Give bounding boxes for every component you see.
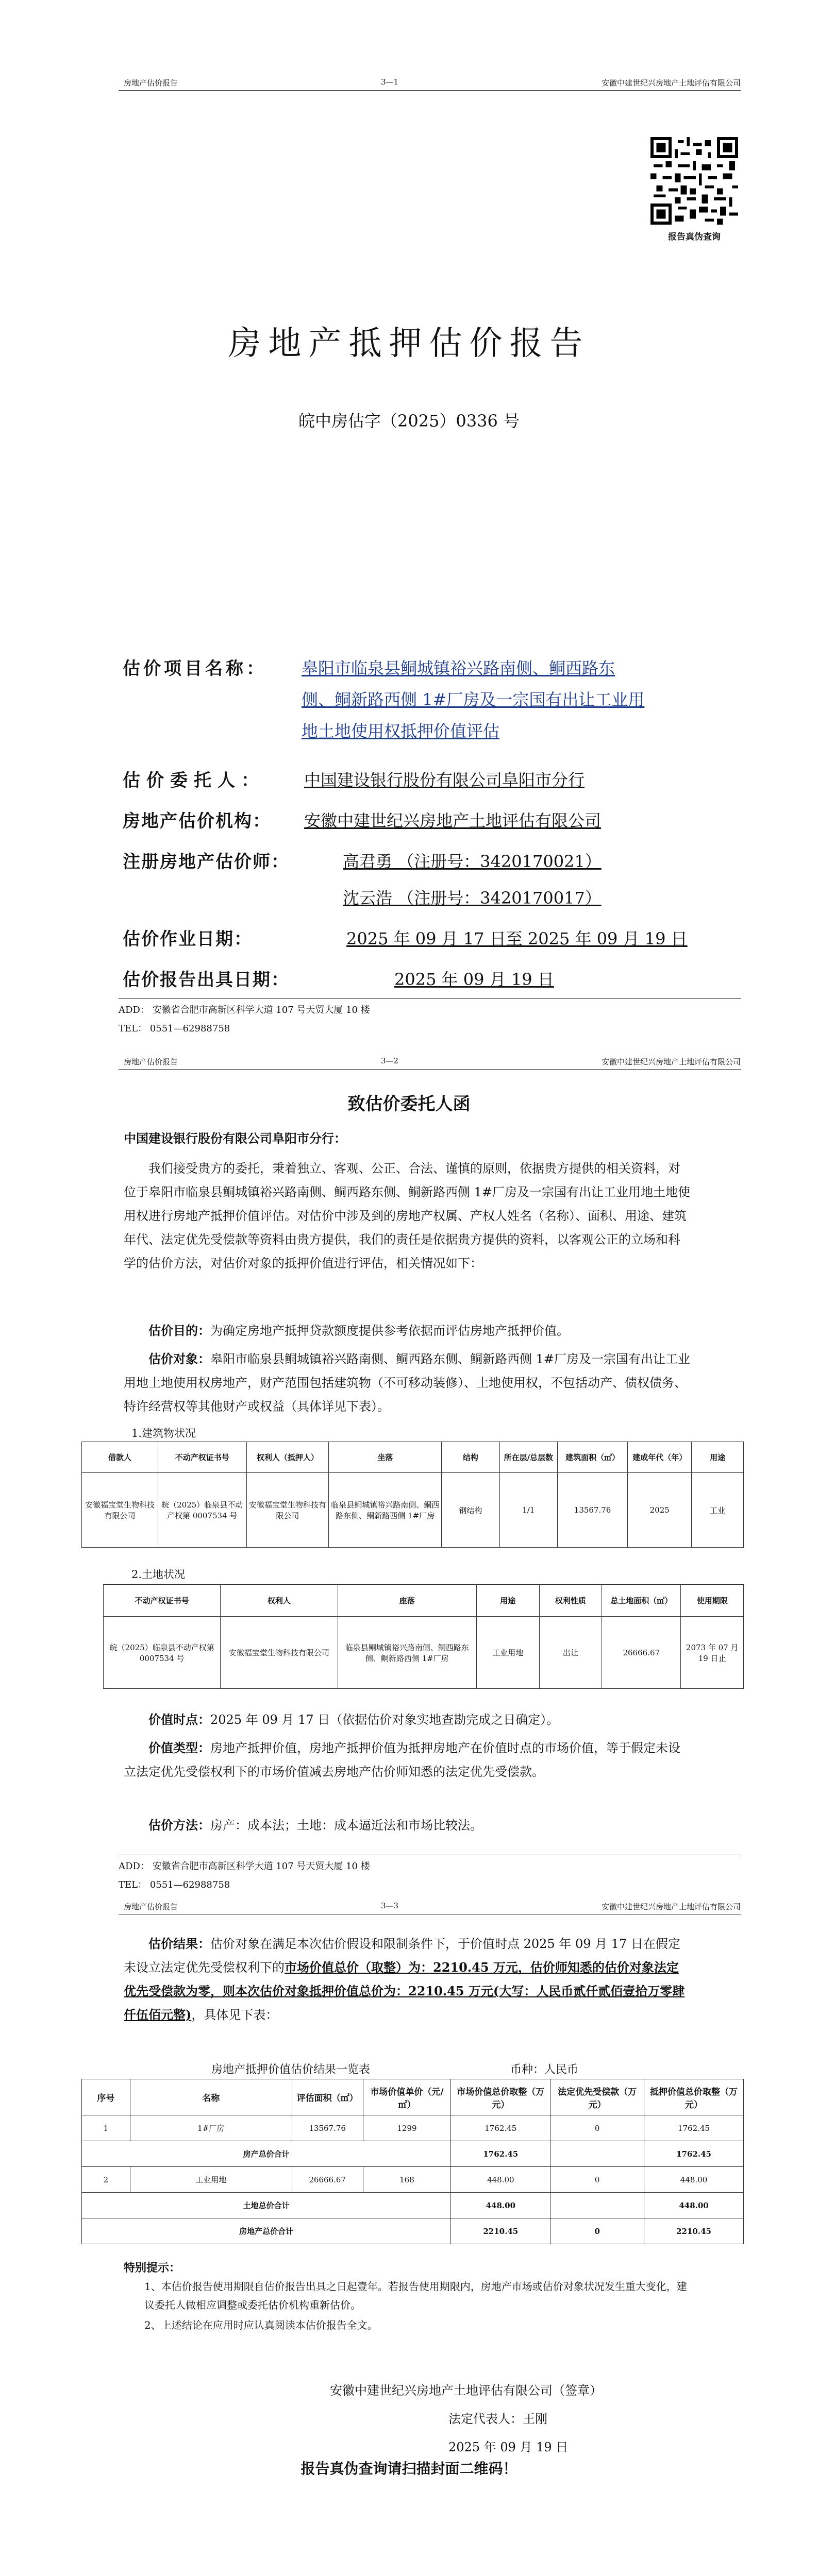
header-right: 安徽中建世纪兴房地产土地评估有限公司 bbox=[601, 78, 741, 88]
footer-address: ADD： 安徽省合肥市高新区科学大道 107 号天贸大厦 10 楼 bbox=[119, 1005, 370, 1015]
col-structure: 结构 bbox=[442, 1442, 499, 1473]
object-text: 皋阳市临泉县鲖城镇裕兴路南侧、鲖西路东侧、鲖新路西侧 1#厂房及一宗国有出让工业用地土地使用权房地产，财产范围包括建筑物（不可移动装修）、土地使用权，不包括动产、债权债务、特许经营权等其他财产或权益（具体详见下表）。 bbox=[124, 1352, 691, 1414]
issue-date-value: 2025 年 09 月 19 日 bbox=[394, 970, 554, 989]
agency-label: 房地产估价机构： bbox=[123, 811, 271, 832]
cell-market-total: 448.00 bbox=[451, 2167, 550, 2193]
building-table-caption: 1.建筑物状况 bbox=[131, 1427, 196, 1439]
col-mortgage-total: 抵押价值总价取整（万元） bbox=[644, 2079, 744, 2115]
col-right-type: 权利性质 bbox=[539, 1585, 602, 1617]
addressee: 中国建设银行股份有限公司阜阳市分行： bbox=[124, 1131, 346, 1146]
value-type-text: 房地产抵押价值，房地产抵押价值为抵押房地产在价值时点的市场价值，等于假定未设立法定优先受偿权利下的市场价值减去房地产估价师知悉的法定优先受偿款。 bbox=[124, 1741, 680, 1779]
appraiser-label: 注册房地产估价师： bbox=[123, 852, 290, 872]
cell-market-total: 448.00 bbox=[451, 2193, 550, 2218]
cell-subtotal-label: 土地总价合计 bbox=[82, 2193, 451, 2218]
col-borrower: 借款人 bbox=[82, 1442, 158, 1473]
cell-unit-price: 1299 bbox=[363, 2115, 451, 2141]
col-priority: 法定优先受偿款（万元） bbox=[550, 2079, 644, 2115]
page-3 bbox=[0, 1896, 818, 2576]
footer-rule bbox=[119, 998, 741, 999]
purpose-text: 为确定房地产抵押贷款额度提供参考依据而评估房地产抵押价值。 bbox=[210, 1324, 569, 1338]
result-table-unit: 币种：人民币 bbox=[510, 2063, 579, 2076]
cell-mortgage-total: 2210.45 bbox=[644, 2218, 744, 2244]
letter-title: 致估价委托人函 bbox=[347, 1094, 471, 1114]
cell-floor-area: 13567.76 bbox=[558, 1473, 628, 1548]
cell-term: 2073 年 07 月 19 日止 bbox=[681, 1617, 744, 1689]
cell-mortgage-total: 1762.45 bbox=[644, 2115, 744, 2141]
col-usage: 用途 bbox=[692, 1442, 744, 1473]
building-table bbox=[81, 1442, 744, 1548]
method-label: 估价方法： bbox=[148, 1818, 210, 1833]
header-left: 房地产估价报告 bbox=[124, 1057, 178, 1066]
result-paragraph bbox=[124, 1932, 691, 2027]
footer-tel: TEL： 0551—62988758 bbox=[119, 1023, 230, 1034]
header-right: 安徽中建世纪兴房地产土地评估有限公司 bbox=[601, 1902, 741, 1911]
value-type-paragraph bbox=[124, 1736, 691, 1784]
object-paragraph bbox=[124, 1347, 691, 1418]
col-location: 座落 bbox=[338, 1585, 477, 1617]
header-page-number: 3—3 bbox=[380, 1901, 399, 1910]
cell-name: 1#厂房 bbox=[130, 2115, 292, 2141]
table-row bbox=[82, 2193, 744, 2218]
work-date-label: 估价作业日期： bbox=[123, 929, 253, 950]
signature-representative: 法定代表人：王刚 bbox=[448, 2412, 547, 2426]
cell-year: 2025 bbox=[628, 1473, 692, 1548]
land-table bbox=[103, 1584, 744, 1689]
col-unit-price: 市场价值单价（元/㎡） bbox=[363, 2079, 451, 2115]
cell-priority: 0 bbox=[550, 2218, 644, 2244]
result-text-c: 则本次估价对象抵押价值总价为：2210.45 万元(大写：人民币贰仟贰佰壹拾万零肆仟伍佰元整) bbox=[124, 1984, 685, 2022]
cell-cert-no: 皖（2025）临泉县不动产权第 0007534 号 bbox=[158, 1473, 246, 1548]
cell-priority: 0 bbox=[550, 2167, 644, 2193]
qr-code-icon[interactable] bbox=[650, 137, 738, 225]
cell-mortgagor: 安徽福宝堂生物科技有限公司 bbox=[246, 1473, 329, 1548]
cell-mortgage-total: 448.00 bbox=[644, 2167, 744, 2193]
cell-subtotal-label: 房产总价合计 bbox=[82, 2141, 451, 2167]
cell-owner: 安徽福宝堂生物科技有限公司 bbox=[221, 1617, 338, 1689]
cell-right-type: 出让 bbox=[539, 1617, 602, 1689]
table-row bbox=[82, 2141, 744, 2167]
value-date-label: 价值时点： bbox=[148, 1712, 210, 1727]
cell-no: 2 bbox=[82, 2167, 130, 2193]
note-2: 2、上述结论在应用时应认真阅读本估价报告全文。 bbox=[144, 2319, 378, 2331]
col-cert-no: 不动产权证书号 bbox=[158, 1442, 246, 1473]
header-left: 房地产估价报告 bbox=[124, 78, 178, 88]
signature-date: 2025 年 09 月 19 日 bbox=[448, 2440, 569, 2454]
col-no: 序号 bbox=[82, 2079, 130, 2115]
cell-usage: 工业 bbox=[692, 1473, 744, 1548]
signature-company: 安徽中建世纪兴房地产土地评估有限公司（签章） bbox=[330, 2383, 602, 2398]
project-name-line-1: 皋阳市临泉县鲖城镇裕兴路南侧、鲖西路东 bbox=[302, 658, 615, 678]
cell-no: 1 bbox=[82, 2115, 130, 2141]
cell-unit-price: 168 bbox=[363, 2167, 451, 2193]
col-term: 使用期限 bbox=[681, 1585, 744, 1617]
purpose-label: 估价目的： bbox=[148, 1323, 210, 1338]
result-table-title: 房地产抵押价值估价结果一览表 bbox=[211, 2063, 371, 2076]
footer-tel: TEL： 0551—62988758 bbox=[119, 1879, 230, 1890]
col-owner: 权利人 bbox=[221, 1585, 338, 1617]
cell-market-total: 1762.45 bbox=[451, 2141, 550, 2167]
cell-area: 13567.76 bbox=[292, 2115, 363, 2141]
col-market-total: 市场价值总价取整（万元） bbox=[451, 2079, 550, 2115]
cell-location: 临泉县鲖城镇裕兴路南侧、鲖西路东侧、鲖新路西侧 1#厂房 bbox=[338, 1617, 477, 1689]
work-date-value: 2025 年 09 月 17 日至 2025 年 09 月 19 日 bbox=[346, 929, 688, 948]
col-area: 评估面积（㎡） bbox=[292, 2079, 363, 2115]
result-text-b: 市场价值总价（取整）为：2210.45 万元，估价师知悉的估价对象法定优先受偿款为零， bbox=[124, 1960, 679, 1998]
page-header bbox=[124, 1901, 741, 1912]
object-label: 估价对象： bbox=[148, 1351, 210, 1366]
table-row bbox=[82, 2115, 744, 2141]
issue-date-label: 估价报告出具日期： bbox=[123, 970, 290, 990]
value-type-label: 价值类型： bbox=[148, 1740, 210, 1755]
header-rule bbox=[119, 90, 741, 91]
land-table-caption: 2.土地状况 bbox=[131, 1568, 186, 1581]
agency-value: 安徽中建世纪兴房地产土地评估有限公司 bbox=[304, 811, 602, 831]
table-row bbox=[82, 1473, 744, 1548]
col-land-area: 总土地面积（㎡） bbox=[602, 1585, 681, 1617]
header-page-number: 3—1 bbox=[380, 77, 399, 87]
appraiser-2: 沈云浩 （注册号：3420170017） bbox=[343, 888, 602, 908]
col-mortgagor: 权利人（抵押人） bbox=[246, 1442, 329, 1473]
cell-mortgage-total: 448.00 bbox=[644, 2193, 744, 2218]
cell-cert-no: 皖（2025）临泉县不动产权第 0007534 号 bbox=[104, 1617, 221, 1689]
col-floor-area: 建筑面积（㎡） bbox=[558, 1442, 628, 1473]
col-name: 名称 bbox=[130, 2079, 292, 2115]
cell-structure: 钢结构 bbox=[442, 1473, 499, 1548]
page-1 bbox=[0, 0, 818, 1051]
cell-market-total: 2210.45 bbox=[451, 2218, 550, 2244]
col-usage: 用途 bbox=[477, 1585, 540, 1617]
col-cert-no: 不动产权证书号 bbox=[104, 1585, 221, 1617]
intro-paragraph: 我们接受贵方的委托，秉着独立、客观、公正、合法、谨慎的原则，依据贵方提供的相关资料，对位于皋阳市临泉县鲖城镇裕兴路南侧、鲖西路东侧、鲖新路西侧 1#厂房及一宗国有出让工业用地土地使用权进行房地产抵押价值评估。对估价中涉及到的房地产权属、产权人姓名（名称）、面积、用途、建筑年代、法定优先受偿款等资料由贵方提供，我们的责任是依据贵方提供的资料，以客观公正的立场和科学的估价方法，对估价对象的抵押价值进行评估，相关情况如下： bbox=[124, 1161, 691, 1270]
col-location: 坐落 bbox=[329, 1442, 442, 1473]
cell-floors: 1/1 bbox=[499, 1473, 557, 1548]
header-right: 安徽中建世纪兴房地产土地评估有限公司 bbox=[601, 1057, 741, 1066]
col-year: 建成年代（年） bbox=[628, 1442, 692, 1473]
result-text-d: ，具体见下表： bbox=[191, 2008, 278, 2022]
project-name-label: 估价项目名称： bbox=[123, 658, 267, 679]
purpose-paragraph bbox=[124, 1319, 691, 1343]
table-row bbox=[104, 1617, 744, 1689]
header-left: 房地产估价报告 bbox=[124, 1902, 178, 1911]
client-value: 中国建设银行股份有限公司阜阳市分行 bbox=[304, 770, 585, 790]
cell-mortgage-total: 1762.45 bbox=[644, 2141, 744, 2167]
result-text-a: 估价对象在满足本次估价假设和限制条件下，于价值时点 2025 年 09 月 17 日在假定未设立法定优先受偿权利下的 bbox=[124, 1937, 680, 1975]
result-table bbox=[81, 2079, 744, 2244]
cell-name: 工业用地 bbox=[130, 2167, 292, 2193]
project-name-line-3: 地土地使用权抵押价值评估 bbox=[302, 721, 500, 741]
page-header bbox=[124, 77, 741, 88]
cell-priority bbox=[550, 2141, 644, 2167]
table-row bbox=[82, 2167, 744, 2193]
header-rule bbox=[119, 1069, 741, 1070]
project-name-line-2: 侧、鲖新路西侧 1#厂房及一宗国有出让工业用 bbox=[302, 690, 645, 709]
cell-area: 26666.67 bbox=[292, 2167, 363, 2193]
notes-title: 特别提示： bbox=[124, 2261, 181, 2275]
qr-label: 报告真伪查询 bbox=[668, 232, 721, 242]
client-label: 估价委托人： bbox=[123, 770, 265, 791]
cell-borrower: 安徽福宝堂生物科技有限公司 bbox=[82, 1473, 158, 1548]
result-label: 估价结果： bbox=[148, 1936, 210, 1951]
method-text: 房产：成本法；土地：成本逼近法和市场比较法。 bbox=[210, 1818, 482, 1833]
cell-location: 临泉县鲖城镇裕兴路南侧、鲖西路东侧、鲖新路西侧 1#厂房 bbox=[329, 1473, 442, 1548]
page-header bbox=[124, 1056, 741, 1067]
value-date-text: 2025 年 09 月 17 日（依据估价对象实地查勘完成之日确定）。 bbox=[210, 1713, 559, 1727]
verification-note: 报告真伪查询请扫描封面二维码！ bbox=[301, 2460, 517, 2477]
report-number: 皖中房估字（2025）0336 号 bbox=[298, 411, 520, 431]
col-floors: 所在层/总层数 bbox=[499, 1442, 557, 1473]
cell-priority: 0 bbox=[550, 2115, 644, 2141]
report-title: 房地产抵押估价报告 bbox=[228, 325, 590, 363]
value-date-paragraph bbox=[124, 1708, 691, 1732]
cell-grand-total-label: 房地产总价合计 bbox=[82, 2218, 451, 2244]
header-page-number: 3—2 bbox=[380, 1056, 399, 1065]
table-row bbox=[82, 2218, 744, 2244]
appraiser-1: 高君勇 （注册号：3420170021） bbox=[343, 852, 602, 871]
cell-usage: 工业用地 bbox=[477, 1617, 540, 1689]
note-1: 1、本估价报告使用期限自估价报告出具之日起壹年。若报告使用期限内，房地产市场或估价对象状况发生重大变化，建议委托人做相应调整或委托估价机构重新估价。 bbox=[144, 2280, 687, 2311]
cell-land-area: 26666.67 bbox=[602, 1617, 681, 1689]
method-paragraph bbox=[124, 1814, 691, 1837]
footer-address: ADD： 安徽省合肥市高新区科学大道 107 号天贸大厦 10 楼 bbox=[119, 1861, 370, 1872]
cell-market-total: 1762.45 bbox=[451, 2115, 550, 2141]
cell-priority bbox=[550, 2193, 644, 2218]
